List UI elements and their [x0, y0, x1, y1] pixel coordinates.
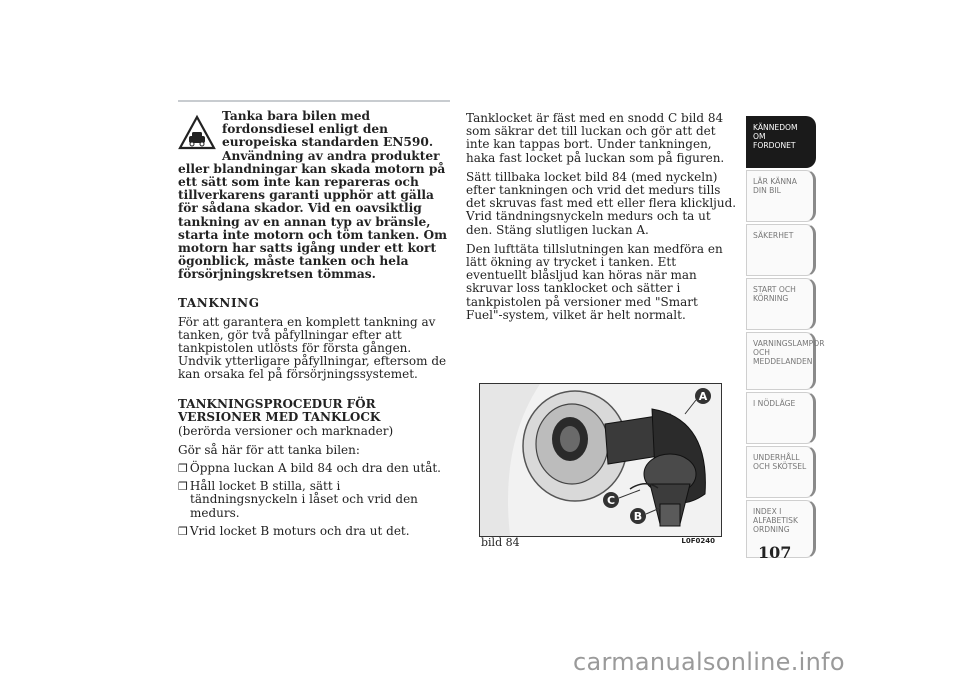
figure-fuel-cap	[479, 383, 722, 537]
sidebar-tab-index[interactable]: INDEX I ALFABETISK ORDNING	[746, 500, 816, 558]
warning-triangle-icon	[178, 114, 216, 152]
procedure-intro: Gör så här för att tanka bilen:	[178, 442, 360, 457]
sidebar-tab-start[interactable]: START OCH KÖRNING	[746, 278, 816, 330]
left-column	[178, 100, 450, 538]
tankning-text: För att garantera en komplett tankning av tanken, gör två påfyllningar efter att tankpistolen utlösts för första gången. Undvik ytterligare påfyllningar, eftersom de kan orsaka fel på försörjningssystemet.	[178, 314, 447, 382]
sidebar-tab-kannedom[interactable]: KÄNNEDOM OM FORDONET	[746, 116, 816, 168]
label-b: B	[633, 510, 643, 523]
sidebar-tab-nodlage[interactable]: I NÖDLÄGE	[746, 392, 816, 444]
divider	[178, 100, 450, 102]
sidebar-tab-sakerhet[interactable]: SÄKERHET	[746, 224, 816, 276]
procedure-subtitle: (berörda versioner och marknader)	[178, 423, 394, 438]
sidebar-tab-underhall[interactable]: UNDERHÅLL OCH SKÖTSEL	[746, 446, 816, 498]
page-number: 107	[758, 543, 792, 562]
list-item: ❒ Håll locket B stilla, sätt i tändningsnyckeln i låset och vrid den medurs.	[178, 479, 418, 520]
list-item: ❒ Vrid locket B moturs och dra ut det.	[178, 523, 410, 538]
label-a: A	[698, 390, 708, 403]
section-heading-procedure: TANKNINGSPROCEDUR FÖR VERSIONER MED TANKLOCK	[178, 396, 381, 424]
label-c: C	[606, 494, 616, 507]
caption-text: bild 84	[481, 536, 520, 549]
paragraph: Tanklocket är fäst med en snodd C bild 84 som säkrar det till luckan och gör att det inte kan tappas bort. Under tankningen, haka fast locket på luckan som på figuren.	[466, 111, 725, 165]
fuel-cap-illustration	[480, 384, 721, 536]
figure-code: L0F0240	[681, 537, 715, 545]
list-item: ❒ Öppna luckan A bild 84 och dra den utåt.	[178, 461, 441, 476]
paragraph: Den lufttäta tillslutningen kan medföra en lätt ökning av trycket i tanken. Ett eventuellt blåsljud kan höras när man skruvar loss tanklocket och sätter i tankpistolen på versioner med "Smart Fuel"-system, vilket är helt normalt.	[466, 241, 723, 322]
sidebar-tab-lar-kanna[interactable]: LÄR KÄNNA DIN BIL	[746, 170, 816, 222]
watermark: carmanualsonline.info	[573, 648, 845, 676]
figure-caption	[481, 536, 721, 549]
warning-box	[178, 110, 450, 282]
warning-text: Tanka bara bilen med fordonsdiesel enligt den europeiska standarden EN590. Användning av andra produkter eller blandningar kan skada motorn på ett sätt som inte kan repareras och tillverkarens garanti upphör att gälla för sådana skador. Vid en oavsiktlig tankning av en annan typ av bränsle, starta inte motorn och töm tanken. Om motorn har satts igång under ett kort ögonblick, måste tanken och hela försörjningskretsen tömmas.	[178, 109, 447, 282]
sidebar-tab-varningslampor[interactable]: VARNINGSLAMPOR OCH MEDDELANDEN	[746, 332, 816, 390]
chapter-sidebar	[746, 116, 825, 560]
section-heading-tankning: TANKNING	[178, 295, 260, 310]
paragraph: Sätt tillbaka locket bild 84 (med nyckeln) efter tankningen och vrid det medurs tills det skruvas fast med ett eller flera klickljud. Vrid tändningsnyckeln medurs och ta ut den. Stäng slutligen luckan A.	[466, 169, 737, 237]
right-column	[466, 112, 738, 322]
